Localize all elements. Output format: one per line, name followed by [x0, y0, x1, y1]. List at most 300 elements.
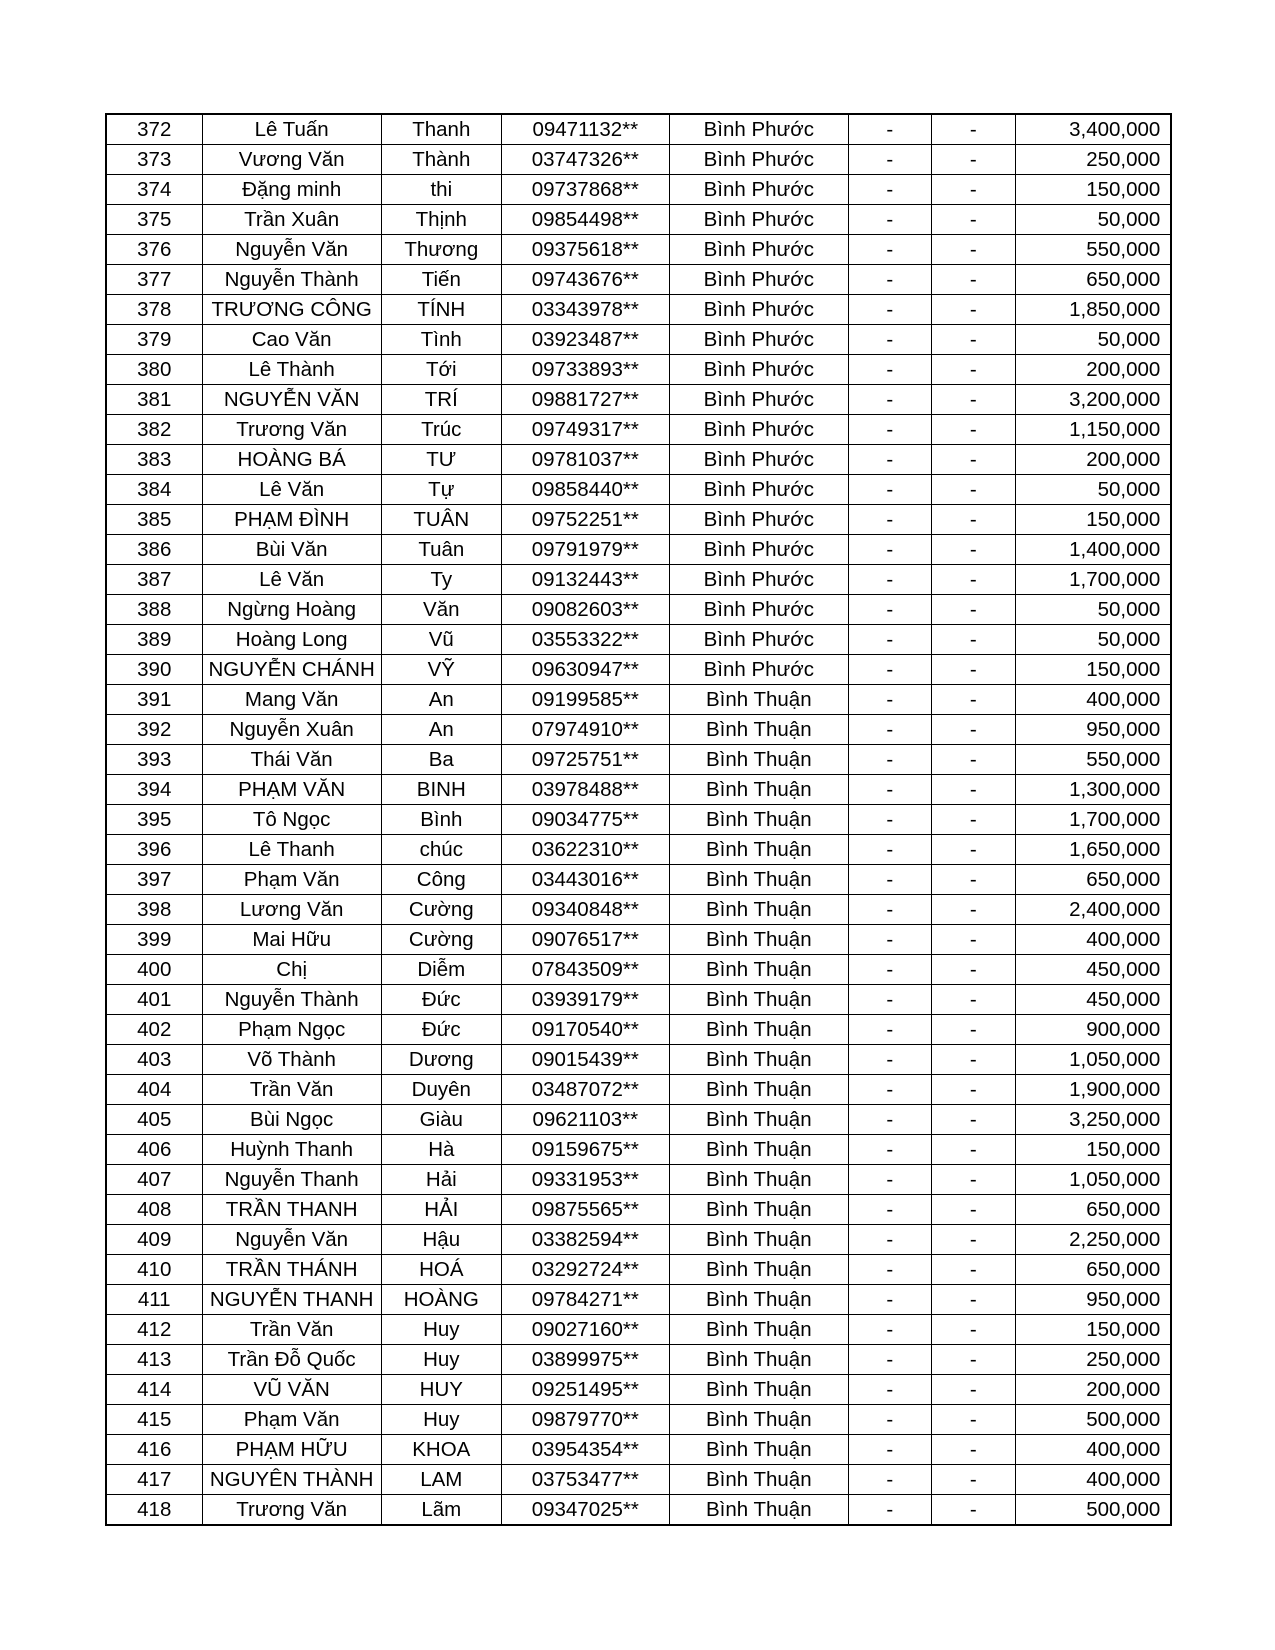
surname-middle-name-cell: PHẠM VĂN — [202, 775, 381, 805]
empty-col-a-cell: - — [848, 625, 931, 655]
phone-number-cell: 09781037** — [501, 445, 669, 475]
empty-col-a-cell: - — [848, 1495, 931, 1526]
province-cell: Bình Phước — [669, 295, 848, 325]
table-row — [106, 835, 1171, 865]
province-cell: Bình Thuận — [669, 1045, 848, 1075]
province-cell: Bình Thuận — [669, 1015, 848, 1045]
given-name-cell: Hậu — [381, 1225, 501, 1255]
empty-col-a-cell: - — [848, 505, 931, 535]
given-name-cell: TUÂN — [381, 505, 501, 535]
table-row — [106, 1045, 1171, 1075]
row-number-cell: 407 — [106, 1165, 202, 1195]
surname-middle-name-cell: Tô Ngọc — [202, 805, 381, 835]
amount-cell: 250,000 — [1015, 1345, 1171, 1375]
given-name-cell: chúc — [381, 835, 501, 865]
row-number-cell: 415 — [106, 1405, 202, 1435]
phone-number-cell: 09752251** — [501, 505, 669, 535]
amount-cell: 650,000 — [1015, 1255, 1171, 1285]
empty-col-a-cell: - — [848, 1195, 931, 1225]
phone-number-cell: 03747326** — [501, 145, 669, 175]
table-row — [106, 475, 1171, 505]
amount-cell: 1,850,000 — [1015, 295, 1171, 325]
phone-number-cell: 09082603** — [501, 595, 669, 625]
empty-col-b-cell: - — [931, 1435, 1015, 1465]
amount-cell: 150,000 — [1015, 1135, 1171, 1165]
province-cell: Bình Phước — [669, 475, 848, 505]
phone-number-cell: 03292724** — [501, 1255, 669, 1285]
empty-col-a-cell: - — [848, 1285, 931, 1315]
row-number-cell: 388 — [106, 595, 202, 625]
empty-col-a-cell: - — [848, 715, 931, 745]
table-row — [106, 1465, 1171, 1495]
given-name-cell: Hải — [381, 1165, 501, 1195]
province-cell: Bình Phước — [669, 565, 848, 595]
table-row — [106, 985, 1171, 1015]
row-number-cell: 401 — [106, 985, 202, 1015]
row-number-cell: 393 — [106, 745, 202, 775]
table-row — [106, 955, 1171, 985]
empty-col-a-cell: - — [848, 775, 931, 805]
given-name-cell: HOÁ — [381, 1255, 501, 1285]
surname-middle-name-cell: Trần Đỗ Quốc — [202, 1345, 381, 1375]
empty-col-a-cell: - — [848, 265, 931, 295]
empty-col-b-cell: - — [931, 175, 1015, 205]
province-cell: Bình Phước — [669, 175, 848, 205]
given-name-cell: Thanh — [381, 114, 501, 145]
phone-number-cell: 09879770** — [501, 1405, 669, 1435]
phone-number-cell: 03954354** — [501, 1435, 669, 1465]
province-cell: Bình Thuận — [669, 985, 848, 1015]
amount-cell: 3,250,000 — [1015, 1105, 1171, 1135]
given-name-cell: Giàu — [381, 1105, 501, 1135]
empty-col-a-cell: - — [848, 535, 931, 565]
row-number-cell: 372 — [106, 114, 202, 145]
empty-col-a-cell: - — [848, 805, 931, 835]
amount-cell: 650,000 — [1015, 865, 1171, 895]
phone-number-cell: 07843509** — [501, 955, 669, 985]
given-name-cell: Lãm — [381, 1495, 501, 1526]
surname-middle-name-cell: Đặng minh — [202, 175, 381, 205]
surname-middle-name-cell: Lê Thành — [202, 355, 381, 385]
province-cell: Bình Thuận — [669, 925, 848, 955]
province-cell: Bình Phước — [669, 235, 848, 265]
surname-middle-name-cell: Nguyễn Văn — [202, 1225, 381, 1255]
phone-number-cell: 03923487** — [501, 325, 669, 355]
surname-middle-name-cell: PHẠM ĐÌNH — [202, 505, 381, 535]
province-cell: Bình Thuận — [669, 1375, 848, 1405]
row-number-cell: 398 — [106, 895, 202, 925]
surname-middle-name-cell: Lê Thanh — [202, 835, 381, 865]
given-name-cell: Cường — [381, 895, 501, 925]
given-name-cell: Huy — [381, 1315, 501, 1345]
province-cell: Bình Thuận — [669, 1495, 848, 1526]
empty-col-a-cell: - — [848, 1435, 931, 1465]
surname-middle-name-cell: Nguyễn Thành — [202, 985, 381, 1015]
given-name-cell: KHOA — [381, 1435, 501, 1465]
empty-col-b-cell: - — [931, 1015, 1015, 1045]
empty-col-a-cell: - — [848, 1405, 931, 1435]
row-number-cell: 379 — [106, 325, 202, 355]
table-row — [106, 415, 1171, 445]
table-row — [106, 295, 1171, 325]
phone-number-cell: 09251495** — [501, 1375, 669, 1405]
row-number-cell: 395 — [106, 805, 202, 835]
province-cell: Bình Thuận — [669, 865, 848, 895]
empty-col-a-cell: - — [848, 955, 931, 985]
table-row — [106, 445, 1171, 475]
table-row — [106, 205, 1171, 235]
row-number-cell: 417 — [106, 1465, 202, 1495]
amount-cell: 450,000 — [1015, 985, 1171, 1015]
empty-col-b-cell: - — [931, 685, 1015, 715]
phone-number-cell: 09875565** — [501, 1195, 669, 1225]
given-name-cell: Thành — [381, 145, 501, 175]
phone-number-cell: 03487072** — [501, 1075, 669, 1105]
given-name-cell: Hà — [381, 1135, 501, 1165]
row-number-cell: 377 — [106, 265, 202, 295]
empty-col-a-cell: - — [848, 685, 931, 715]
table-row — [106, 745, 1171, 775]
amount-cell: 150,000 — [1015, 175, 1171, 205]
amount-cell: 1,700,000 — [1015, 805, 1171, 835]
province-cell: Bình Thuận — [669, 1345, 848, 1375]
empty-col-a-cell: - — [848, 445, 931, 475]
table-row — [106, 865, 1171, 895]
province-cell: Bình Thuận — [669, 685, 848, 715]
phone-number-cell: 03939179** — [501, 985, 669, 1015]
amount-cell: 500,000 — [1015, 1405, 1171, 1435]
row-number-cell: 396 — [106, 835, 202, 865]
amount-cell: 400,000 — [1015, 1435, 1171, 1465]
given-name-cell: Huy — [381, 1405, 501, 1435]
table-row — [106, 1015, 1171, 1045]
empty-col-a-cell: - — [848, 895, 931, 925]
phone-number-cell: 09784271** — [501, 1285, 669, 1315]
phone-number-cell: 03382594** — [501, 1225, 669, 1255]
province-cell: Bình Thuận — [669, 1465, 848, 1495]
surname-middle-name-cell: Lê Tuấn — [202, 114, 381, 145]
table-row — [106, 1165, 1171, 1195]
row-number-cell: 381 — [106, 385, 202, 415]
table-row — [106, 1225, 1171, 1255]
surname-middle-name-cell: NGUYÊN THÀNH — [202, 1465, 381, 1495]
amount-cell: 2,250,000 — [1015, 1225, 1171, 1255]
given-name-cell: Ty — [381, 565, 501, 595]
empty-col-b-cell: - — [931, 655, 1015, 685]
amount-cell: 400,000 — [1015, 1465, 1171, 1495]
empty-col-a-cell: - — [848, 1105, 931, 1135]
empty-col-b-cell: - — [931, 114, 1015, 145]
given-name-cell: TƯ — [381, 445, 501, 475]
province-cell: Bình Thuận — [669, 1195, 848, 1225]
empty-col-b-cell: - — [931, 715, 1015, 745]
amount-cell: 1,300,000 — [1015, 775, 1171, 805]
given-name-cell: Đức — [381, 1015, 501, 1045]
amount-cell: 1,650,000 — [1015, 835, 1171, 865]
amount-cell: 1,050,000 — [1015, 1045, 1171, 1075]
empty-col-a-cell: - — [848, 1375, 931, 1405]
empty-col-b-cell: - — [931, 1045, 1015, 1075]
surname-middle-name-cell: Trần Văn — [202, 1075, 381, 1105]
amount-cell: 900,000 — [1015, 1015, 1171, 1045]
empty-col-b-cell: - — [931, 265, 1015, 295]
amount-cell: 50,000 — [1015, 325, 1171, 355]
phone-number-cell: 09621103** — [501, 1105, 669, 1135]
province-cell: Bình Thuận — [669, 1435, 848, 1465]
table-row — [106, 925, 1171, 955]
surname-middle-name-cell: Phạm Văn — [202, 1405, 381, 1435]
empty-col-b-cell: - — [931, 745, 1015, 775]
empty-col-a-cell: - — [848, 1315, 931, 1345]
table-row — [106, 505, 1171, 535]
given-name-cell: LAM — [381, 1465, 501, 1495]
surname-middle-name-cell: PHẠM HỮU — [202, 1435, 381, 1465]
donor-table — [105, 113, 1172, 1526]
row-number-cell: 409 — [106, 1225, 202, 1255]
row-number-cell: 405 — [106, 1105, 202, 1135]
empty-col-b-cell: - — [931, 1495, 1015, 1526]
phone-number-cell: 09199585** — [501, 685, 669, 715]
row-number-cell: 373 — [106, 145, 202, 175]
row-number-cell: 414 — [106, 1375, 202, 1405]
province-cell: Bình Thuận — [669, 1165, 848, 1195]
table-row — [106, 625, 1171, 655]
table-row — [106, 1315, 1171, 1345]
amount-cell: 400,000 — [1015, 685, 1171, 715]
phone-number-cell: 09331953** — [501, 1165, 669, 1195]
empty-col-a-cell: - — [848, 114, 931, 145]
given-name-cell: BINH — [381, 775, 501, 805]
given-name-cell: TRÍ — [381, 385, 501, 415]
province-cell: Bình Thuận — [669, 1075, 848, 1105]
table-row — [106, 565, 1171, 595]
surname-middle-name-cell: Nguyễn Xuân — [202, 715, 381, 745]
empty-col-b-cell: - — [931, 775, 1015, 805]
row-number-cell: 389 — [106, 625, 202, 655]
province-cell: Bình Thuận — [669, 895, 848, 925]
given-name-cell: Trúc — [381, 415, 501, 445]
province-cell: Bình Phước — [669, 205, 848, 235]
surname-middle-name-cell: TRẦN THÁNH — [202, 1255, 381, 1285]
empty-col-b-cell: - — [931, 835, 1015, 865]
province-cell: Bình Phước — [669, 505, 848, 535]
table-row — [106, 145, 1171, 175]
amount-cell: 50,000 — [1015, 595, 1171, 625]
surname-middle-name-cell: Nguyễn Văn — [202, 235, 381, 265]
phone-number-cell: 09375618** — [501, 235, 669, 265]
amount-cell: 1,050,000 — [1015, 1165, 1171, 1195]
surname-middle-name-cell: VŨ VĂN — [202, 1375, 381, 1405]
empty-col-b-cell: - — [931, 805, 1015, 835]
amount-cell: 450,000 — [1015, 955, 1171, 985]
given-name-cell: Tự — [381, 475, 501, 505]
amount-cell: 200,000 — [1015, 1375, 1171, 1405]
province-cell: Bình Phước — [669, 415, 848, 445]
phone-number-cell: 09027160** — [501, 1315, 669, 1345]
empty-col-b-cell: - — [931, 1285, 1015, 1315]
table-row — [106, 535, 1171, 565]
surname-middle-name-cell: Lê Văn — [202, 475, 381, 505]
row-number-cell: 382 — [106, 415, 202, 445]
province-cell: Bình Phước — [669, 655, 848, 685]
given-name-cell: thi — [381, 175, 501, 205]
given-name-cell: Dương — [381, 1045, 501, 1075]
empty-col-a-cell: - — [848, 565, 931, 595]
empty-col-a-cell: - — [848, 235, 931, 265]
row-number-cell: 410 — [106, 1255, 202, 1285]
amount-cell: 500,000 — [1015, 1495, 1171, 1526]
table-row — [106, 595, 1171, 625]
phone-number-cell: 03753477** — [501, 1465, 669, 1495]
province-cell: Bình Phước — [669, 265, 848, 295]
empty-col-a-cell: - — [848, 295, 931, 325]
phone-number-cell: 09471132** — [501, 114, 669, 145]
amount-cell: 50,000 — [1015, 625, 1171, 655]
row-number-cell: 416 — [106, 1435, 202, 1465]
empty-col-a-cell: - — [848, 1255, 931, 1285]
surname-middle-name-cell: Ngừng Hoàng — [202, 595, 381, 625]
row-number-cell: 403 — [106, 1045, 202, 1075]
surname-middle-name-cell: Vương Văn — [202, 145, 381, 175]
surname-middle-name-cell: Bùi Ngọc — [202, 1105, 381, 1135]
table-row — [106, 1495, 1171, 1526]
empty-col-b-cell: - — [931, 1195, 1015, 1225]
empty-col-a-cell: - — [848, 175, 931, 205]
table-row — [106, 895, 1171, 925]
empty-col-a-cell: - — [848, 985, 931, 1015]
given-name-cell: TÍNH — [381, 295, 501, 325]
empty-col-b-cell: - — [931, 595, 1015, 625]
given-name-cell: Tình — [381, 325, 501, 355]
empty-col-a-cell: - — [848, 1045, 931, 1075]
phone-number-cell: 07974910** — [501, 715, 669, 745]
phone-number-cell: 09015439** — [501, 1045, 669, 1075]
surname-middle-name-cell: Võ Thành — [202, 1045, 381, 1075]
phone-number-cell: 09347025** — [501, 1495, 669, 1526]
table-row — [106, 1195, 1171, 1225]
empty-col-a-cell: - — [848, 1015, 931, 1045]
amount-cell: 550,000 — [1015, 745, 1171, 775]
province-cell: Bình Phước — [669, 325, 848, 355]
empty-col-b-cell: - — [931, 505, 1015, 535]
row-number-cell: 392 — [106, 715, 202, 745]
province-cell: Bình Thuận — [669, 1285, 848, 1315]
surname-middle-name-cell: Mang Văn — [202, 685, 381, 715]
surname-middle-name-cell: Phạm Văn — [202, 865, 381, 895]
phone-number-cell: 09743676** — [501, 265, 669, 295]
given-name-cell: Thịnh — [381, 205, 501, 235]
amount-cell: 400,000 — [1015, 925, 1171, 955]
empty-col-b-cell: - — [931, 985, 1015, 1015]
province-cell: Bình Phước — [669, 385, 848, 415]
empty-col-b-cell: - — [931, 895, 1015, 925]
amount-cell: 950,000 — [1015, 1285, 1171, 1315]
row-number-cell: 418 — [106, 1495, 202, 1526]
phone-number-cell: 09034775** — [501, 805, 669, 835]
empty-col-b-cell: - — [931, 235, 1015, 265]
empty-col-a-cell: - — [848, 745, 931, 775]
empty-col-b-cell: - — [931, 1165, 1015, 1195]
row-number-cell: 386 — [106, 535, 202, 565]
row-number-cell: 383 — [106, 445, 202, 475]
empty-col-a-cell: - — [848, 595, 931, 625]
row-number-cell: 380 — [106, 355, 202, 385]
given-name-cell: Ba — [381, 745, 501, 775]
phone-number-cell: 03899975** — [501, 1345, 669, 1375]
table-row — [106, 1135, 1171, 1165]
phone-number-cell: 09725751** — [501, 745, 669, 775]
table-row — [106, 805, 1171, 835]
province-cell: Bình Thuận — [669, 1405, 848, 1435]
surname-middle-name-cell: Cao Văn — [202, 325, 381, 355]
table-row — [106, 775, 1171, 805]
surname-middle-name-cell: NGUYỄN THANH — [202, 1285, 381, 1315]
empty-col-b-cell: - — [931, 1465, 1015, 1495]
surname-middle-name-cell: Trần Văn — [202, 1315, 381, 1345]
empty-col-b-cell: - — [931, 1315, 1015, 1345]
amount-cell: 1,150,000 — [1015, 415, 1171, 445]
empty-col-a-cell: - — [848, 655, 931, 685]
amount-cell: 150,000 — [1015, 655, 1171, 685]
row-number-cell: 387 — [106, 565, 202, 595]
amount-cell: 200,000 — [1015, 445, 1171, 475]
amount-cell: 2,400,000 — [1015, 895, 1171, 925]
table-row — [106, 1405, 1171, 1435]
empty-col-a-cell: - — [848, 415, 931, 445]
province-cell: Bình Thuận — [669, 775, 848, 805]
empty-col-a-cell: - — [848, 325, 931, 355]
row-number-cell: 375 — [106, 205, 202, 235]
province-cell: Bình Phước — [669, 355, 848, 385]
amount-cell: 50,000 — [1015, 475, 1171, 505]
empty-col-b-cell: - — [931, 475, 1015, 505]
phone-number-cell: 09854498** — [501, 205, 669, 235]
amount-cell: 550,000 — [1015, 235, 1171, 265]
given-name-cell: Công — [381, 865, 501, 895]
row-number-cell: 385 — [106, 505, 202, 535]
empty-col-a-cell: - — [848, 1465, 931, 1495]
empty-col-b-cell: - — [931, 205, 1015, 235]
amount-cell: 1,400,000 — [1015, 535, 1171, 565]
phone-number-cell: 09737868** — [501, 175, 669, 205]
empty-col-a-cell: - — [848, 1345, 931, 1375]
amount-cell: 3,200,000 — [1015, 385, 1171, 415]
phone-number-cell: 09340848** — [501, 895, 669, 925]
given-name-cell: An — [381, 715, 501, 745]
empty-col-b-cell: - — [931, 1405, 1015, 1435]
empty-col-b-cell: - — [931, 1075, 1015, 1105]
given-name-cell: Tiến — [381, 265, 501, 295]
amount-cell: 250,000 — [1015, 145, 1171, 175]
empty-col-b-cell: - — [931, 355, 1015, 385]
given-name-cell: An — [381, 685, 501, 715]
phone-number-cell: 03443016** — [501, 865, 669, 895]
table-row — [106, 355, 1171, 385]
empty-col-a-cell: - — [848, 865, 931, 895]
row-number-cell: 397 — [106, 865, 202, 895]
surname-middle-name-cell: Thái Văn — [202, 745, 381, 775]
empty-col-a-cell: - — [848, 1165, 931, 1195]
province-cell: Bình Thuận — [669, 715, 848, 745]
amount-cell: 650,000 — [1015, 1195, 1171, 1225]
given-name-cell: VỸ — [381, 655, 501, 685]
table-row — [106, 715, 1171, 745]
row-number-cell: 374 — [106, 175, 202, 205]
province-cell: Bình Thuận — [669, 745, 848, 775]
given-name-cell: Cường — [381, 925, 501, 955]
table-row — [106, 1255, 1171, 1285]
surname-middle-name-cell: Bùi Văn — [202, 535, 381, 565]
